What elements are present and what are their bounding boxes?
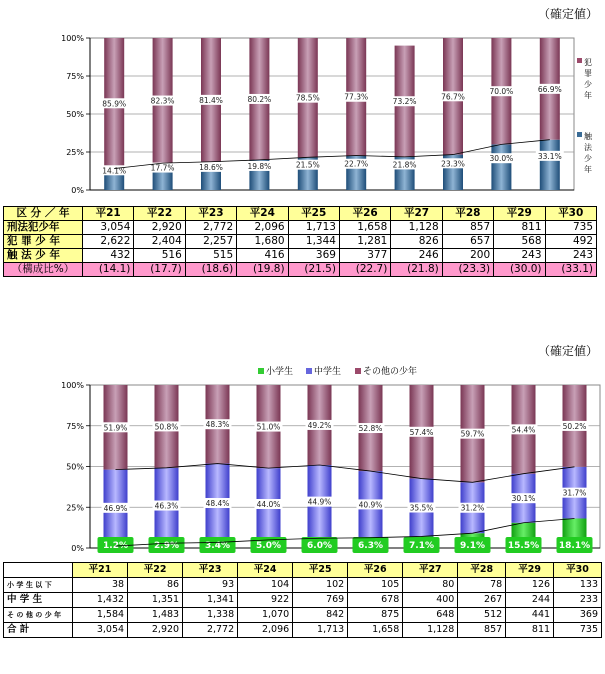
table-cell: 80 [403,578,458,593]
table-row [4,608,602,623]
table-cell: (14.1) [83,263,134,277]
data-label: 70.0% [489,87,514,97]
table-cell: 568 [494,235,545,249]
table-cell: 1,281 [339,235,390,249]
data-label: 59.7% [460,429,485,439]
table-cell: (18.6) [185,263,236,277]
table-row-label: 触 法 少 年 [4,249,83,263]
table-row-label: 刑法犯少年 [4,221,83,235]
table-header-label: 区 分 ／ 年 [4,207,83,221]
table-cell: 516 [134,249,185,263]
table-header-year: 平26 [348,563,403,578]
y-tick-label: 100% [61,381,84,390]
table-header-year: 平23 [185,207,236,221]
table-cell: 1,658 [339,221,390,235]
data-label: 30.0% [489,154,514,164]
table-header-year: 平30 [554,563,602,578]
table-cell: 1,432 [73,593,128,608]
table-cell: (19.8) [237,263,288,277]
table-cell: 1,341 [183,593,238,608]
table-row-label: そ の 他 の 少 年 [4,608,73,623]
data-label: 54.4% [511,425,536,435]
table-cell: 648 [403,608,458,623]
table-row [4,578,602,593]
table-cell: (17.7) [134,263,185,277]
y-tick-label: 25% [66,148,84,157]
data-label: 48.3% [205,420,230,430]
y-tick-label: 100% [61,34,84,43]
table-cell: 3,054 [83,221,134,235]
table-cell: 400 [403,593,458,608]
data-label: 50.2% [562,421,587,431]
table-cell: 1,338 [183,608,238,623]
legend-crime-char: 罪 [584,69,592,78]
table-header-year: 平22 [128,563,183,578]
data-label: 85.9% [102,99,127,109]
data-label: 81.4% [199,95,223,105]
data-label: 21.5% [295,160,320,170]
table-cell: 1,483 [128,608,183,623]
table-header-year: 平25 [293,563,348,578]
table-cell: 1,128 [403,623,458,638]
table-row-label: 中 学 生 [4,593,73,608]
table-header-year: 平29 [494,207,545,221]
table-cell: 811 [494,221,545,235]
table-row-label: 小 学 生 以 下 [4,578,73,593]
data-label: 51.0% [256,422,281,432]
confirmed-label-2: （確定値） [538,344,599,358]
table-row [4,593,602,608]
table-cell: 38 [73,578,128,593]
table-cell: 1,713 [288,221,339,235]
legend-touhou-char: 年 [584,165,592,174]
table-cell: 200 [442,249,493,263]
table-cell: 1,128 [391,221,442,235]
data-label: 40.9% [358,500,383,510]
legend-crime-char: 犯 [584,58,592,67]
table-header-year: 平21 [73,563,128,578]
data-label: 82.3% [150,96,175,106]
data-label: 77.3% [344,92,369,102]
data-label: 30.1% [511,494,536,504]
table-cell: (22.7) [339,263,390,277]
table-cell: 515 [185,249,236,263]
data-label: 50.8% [154,422,179,432]
data-label: 46.9% [103,503,128,513]
table-header-year: 平28 [442,207,493,221]
data-label: 18.6% [199,162,223,172]
table-cell: 826 [391,235,442,249]
table-cell: 432 [83,249,134,263]
legend-touhou-char: 法 [584,143,592,152]
table-cell: 1,713 [293,623,348,638]
table-cell: 1,351 [128,593,183,608]
table-cell: 1,658 [348,623,403,638]
data-label: 23.3% [441,159,465,169]
data-label: 18.1% [558,541,591,551]
data-label: 9.1% [460,541,485,551]
table-row-label: 合 計 [4,623,73,638]
data-label: 78.5% [295,93,320,103]
table-header-year: 平24 [237,207,288,221]
data-label: 57.4% [409,427,434,437]
table-cell: 243 [494,249,545,263]
chart2-table [3,562,602,638]
table-header-year: 平27 [403,563,458,578]
table-row-label: （構成比%） [4,263,83,277]
legend-touhou-char: 少 [584,154,592,163]
legend-swatch [258,368,264,374]
legend-label: 小学生 [266,367,294,377]
data-label: 6.3% [358,541,383,551]
table-header-row [4,563,602,578]
data-label: 17.7% [150,163,175,173]
table-cell: (23.3) [442,263,493,277]
data-label: 5.0% [256,541,281,551]
table-header-year: 平29 [506,563,554,578]
table-cell: 2,772 [183,623,238,638]
legend-label: その他の少年 [363,367,418,377]
table-cell: 441 [506,608,554,623]
table-cell: 2,257 [185,235,236,249]
table-cell: 735 [545,221,596,235]
data-label: 31.2% [460,503,485,513]
table-cell: 1,584 [73,608,128,623]
table-cell: 133 [554,578,602,593]
table-header-year: 平22 [134,207,185,221]
table-header-year: 平28 [458,563,506,578]
table-header-year: 平24 [238,563,293,578]
table-cell: (30.0) [494,263,545,277]
table-cell: (21.8) [391,263,442,277]
table-cell: 369 [554,608,602,623]
table-cell: 377 [339,249,390,263]
table-header-year: 平23 [183,563,238,578]
legend-label: 中学生 [314,367,342,377]
table-cell: 86 [128,578,183,593]
table-header-year: 平30 [545,207,596,221]
table-cell: 2,622 [83,235,134,249]
data-label: 22.7% [344,159,369,169]
data-label: 48.4% [205,499,230,509]
table-cell: 1,680 [237,235,288,249]
data-label: 46.3% [154,501,179,511]
table-cell: 512 [458,608,506,623]
table-cell: 922 [238,593,293,608]
table-cell: 3,054 [73,623,128,638]
y-tick-label: 50% [66,462,84,472]
table-cell: 102 [293,578,348,593]
y-tick-label: 0% [71,186,84,195]
data-label: 7.1% [409,541,434,551]
data-label: 44.9% [307,497,332,507]
table-cell: 678 [348,593,403,608]
table-header-year: 平26 [339,207,390,221]
table-cell: 246 [391,249,442,263]
table-cell: 2,920 [128,623,183,638]
table-cell: 416 [237,249,288,263]
data-label: 51.9% [103,423,128,433]
data-label: 66.9% [537,84,562,94]
table-cell: 78 [458,578,506,593]
table-cell: 267 [458,593,506,608]
data-label: 3.4% [205,541,230,551]
table-cell: 2,920 [134,221,185,235]
table-cell: 857 [442,221,493,235]
data-label: 73.2% [392,97,417,107]
legend-touhou-char: 触 [584,132,592,141]
table-cell: 735 [554,623,602,638]
table-cell: 811 [506,623,554,638]
y-tick-label: 50% [66,110,84,119]
legend-swatch [355,368,361,374]
legend-swatch [306,368,312,374]
y-tick-label: 25% [66,503,84,513]
table-cell: 1,344 [288,235,339,249]
data-label: 35.5% [409,503,434,513]
table-cell: 369 [288,249,339,263]
table-cell: 105 [348,578,403,593]
table-cell: 769 [293,593,348,608]
table-header-year: 平27 [391,207,442,221]
table-header-year: 平21 [83,207,134,221]
table-cell: (33.1) [545,263,596,277]
table-cell: 875 [348,608,403,623]
data-label: 15.5% [507,541,540,551]
table-cell: 857 [458,623,506,638]
table-cell: 2,096 [237,221,288,235]
y-tick-label: 75% [66,72,84,81]
y-tick-label: 75% [66,421,84,431]
data-label: 1.2% [103,541,128,551]
table-cell: 126 [506,578,554,593]
table-cell: 1,070 [238,608,293,623]
data-label: 76.7% [441,92,465,102]
table-row [4,623,602,638]
data-label: 49.2% [307,420,332,430]
table-cell: 2,404 [134,235,185,249]
confirmed-label-1: （確定値） [538,7,599,21]
table-cell: (21.5) [288,263,339,277]
data-label: 80.2% [247,94,272,104]
table-cell: 657 [442,235,493,249]
table-header-label [4,563,73,578]
table-cell: 244 [506,593,554,608]
data-label: 31.7% [562,488,587,498]
table-cell: 243 [545,249,596,263]
legend-crime-char: 年 [584,91,592,100]
data-label: 21.8% [392,160,417,170]
data-label: 52.8% [358,424,383,434]
table-header-year: 平25 [288,207,339,221]
data-label: 33.1% [537,151,562,161]
data-label: 19.8% [247,161,272,171]
table-cell: 2,772 [185,221,236,235]
table-cell: 492 [545,235,596,249]
legend-crime-char: 少 [584,80,592,89]
data-label: 44.0% [256,499,281,509]
data-label: 2.9% [154,541,179,551]
y-tick-label: 0% [71,544,84,553]
table-cell: 2,096 [238,623,293,638]
data-label: 6.0% [307,541,332,551]
table-cell: 104 [238,578,293,593]
table-row-label: 犯 罪 少 年 [4,235,83,249]
table-cell: 233 [554,593,602,608]
table-cell: 93 [183,578,238,593]
table-cell: 842 [293,608,348,623]
data-label: 14.1% [102,166,127,176]
